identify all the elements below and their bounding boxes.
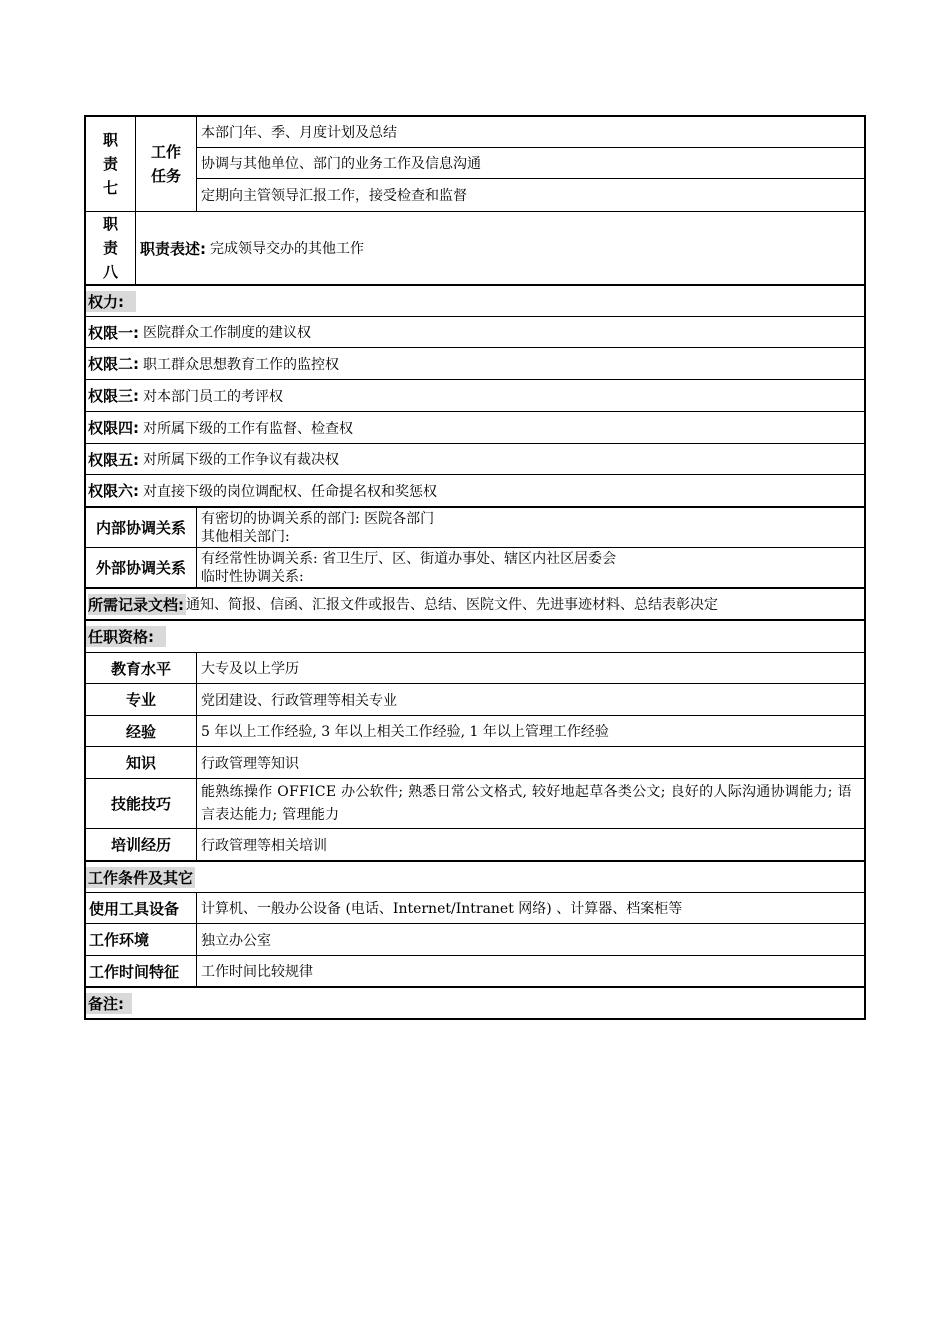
power-label: 权限三:	[88, 387, 139, 405]
qualification-row	[86, 683, 864, 715]
duty8-label-char: 八	[102, 263, 118, 281]
duty7-label-char: 责	[102, 155, 118, 173]
qualification-row	[86, 652, 864, 683]
records-row	[86, 589, 864, 619]
condition-value: 独立办公室	[201, 932, 271, 949]
qualification-label: 培训经历	[86, 829, 197, 860]
power-label: 权限五:	[88, 450, 139, 469]
coordination-section	[84, 506, 866, 587]
records-text: 通知、简报、信函、汇报文件或报告、总结、医院文件、先进事迹材料、总结表彰决定	[186, 597, 718, 613]
condition-value: 计算机、一般办公设备 (电话、Internet/Intranet 网络) 、计算器、档案柜等	[201, 901, 683, 917]
condition-row	[86, 923, 864, 955]
power-row	[86, 316, 864, 347]
qualification-value: 党团建设、行政管理等相关专业	[201, 692, 397, 709]
internal-coordination-value	[197, 508, 864, 547]
duty7-sublabel	[136, 117, 197, 211]
duty8-row	[86, 211, 864, 284]
job-description-table	[84, 115, 866, 1020]
power-text: 对本部门员工的考评权	[143, 388, 283, 405]
internal-coordination-row	[86, 508, 864, 547]
condition-value: 工作时间比较规律	[201, 964, 313, 980]
power-row	[86, 379, 864, 411]
internal-line1: 有密切的协调关系的部门: 医院各部门	[201, 510, 435, 527]
condition-label: 使用工具设备	[86, 893, 197, 923]
duty8-desc-label: 职责表述:	[140, 239, 206, 258]
remarks-section	[84, 986, 866, 1020]
power-text: 对所属下级的工作争议有裁决权	[143, 452, 339, 468]
qualification-row	[86, 778, 864, 828]
power-label: 权限六:	[88, 482, 139, 500]
qualification-row	[86, 828, 864, 860]
qualification-value: 行政管理等知识	[201, 755, 299, 772]
condition-label: 工作环境	[86, 924, 197, 955]
condition-label: 工作时间特征	[86, 956, 197, 986]
task-item: 本部门年、季、月度计划及总结	[197, 117, 864, 148]
power-row	[86, 411, 864, 443]
power-row	[86, 347, 864, 379]
qualification-label: 教育水平	[86, 653, 197, 683]
remarks-row	[86, 988, 864, 1018]
duty8-label-char: 职	[102, 215, 118, 233]
condition-row	[86, 892, 864, 923]
power-label: 权限二:	[88, 355, 139, 373]
records-section	[84, 587, 866, 619]
external-line1: 有经常性协调关系: 省卫生厅、区、街道办事处、辖区内社区居委会	[201, 550, 617, 567]
duty7-label-char: 七	[102, 179, 118, 197]
conditions-header-text: 工作条件及其它	[88, 868, 194, 887]
conditions-header	[86, 862, 864, 892]
power-text: 对直接下级的岗位调配权、任命提名权和奖惩权	[143, 483, 437, 500]
power-row	[86, 443, 864, 474]
external-coordination-row	[86, 547, 864, 587]
sublabel-line: 任务	[150, 167, 181, 185]
powers-section	[84, 284, 866, 506]
qualification-label: 技能技巧	[86, 779, 197, 828]
qualifications-header	[86, 621, 864, 652]
records-label: 所需记录文档:	[88, 595, 184, 614]
qualification-label: 专业	[86, 684, 197, 715]
external-line2: 临时性协调关系:	[201, 568, 304, 585]
remarks-label: 备注:	[86, 993, 132, 1014]
qualification-value: 能熟练操作 OFFICE 办公软件; 熟悉日常公文格式, 较好地起草各类公文; 良好的人际沟通协调能力; 语言表达能力; 管理能力	[201, 783, 852, 823]
powers-header-text: 权力:	[86, 291, 136, 312]
power-row	[86, 474, 864, 506]
duty8-label-char: 责	[102, 239, 118, 257]
power-text: 对所属下级的工作有监督、检查权	[143, 420, 353, 437]
qualification-label: 经验	[86, 716, 197, 746]
task-item: 协调与其他单位、部门的业务工作及信息沟通	[197, 148, 864, 179]
external-coordination-value	[197, 548, 864, 587]
duty8-desc-text: 完成领导交办的其他工作	[210, 241, 364, 257]
qualification-value: 5 年以上工作经验, 3 年以上相关工作经验, 1 年以上管理工作经验	[201, 724, 609, 740]
power-label: 权限四:	[88, 419, 139, 437]
internal-line2: 其他相关部门:	[201, 528, 290, 545]
qualification-value: 行政管理等相关培训	[201, 837, 327, 854]
external-coordination-label: 外部协调关系	[86, 548, 197, 587]
power-label: 权限一:	[88, 323, 139, 342]
qualifications-header-text: 任职资格:	[86, 626, 166, 647]
qualifications-section	[84, 619, 866, 860]
sublabel-line: 工作	[150, 143, 181, 161]
task-item: 定期向主管领导汇报工作，接受检查和监督	[201, 188, 467, 204]
duty7-label	[86, 117, 136, 211]
qualification-value: 大专及以上学历	[201, 661, 299, 677]
duty7-label-char: 职	[102, 131, 118, 149]
power-text: 医院群众工作制度的建议权	[143, 325, 311, 341]
power-text: 职工群众思想教育工作的监控权	[143, 356, 339, 373]
qualification-row	[86, 715, 864, 746]
qualification-label: 知识	[86, 747, 197, 778]
duty7-task-list	[197, 117, 864, 211]
duty8-label	[86, 212, 136, 284]
condition-row	[86, 955, 864, 986]
duty8-description	[136, 212, 864, 284]
duty7-section	[84, 115, 866, 284]
conditions-section	[84, 860, 866, 986]
internal-coordination-label: 内部协调关系	[86, 508, 197, 547]
powers-header	[86, 286, 864, 316]
qualification-row	[86, 746, 864, 778]
